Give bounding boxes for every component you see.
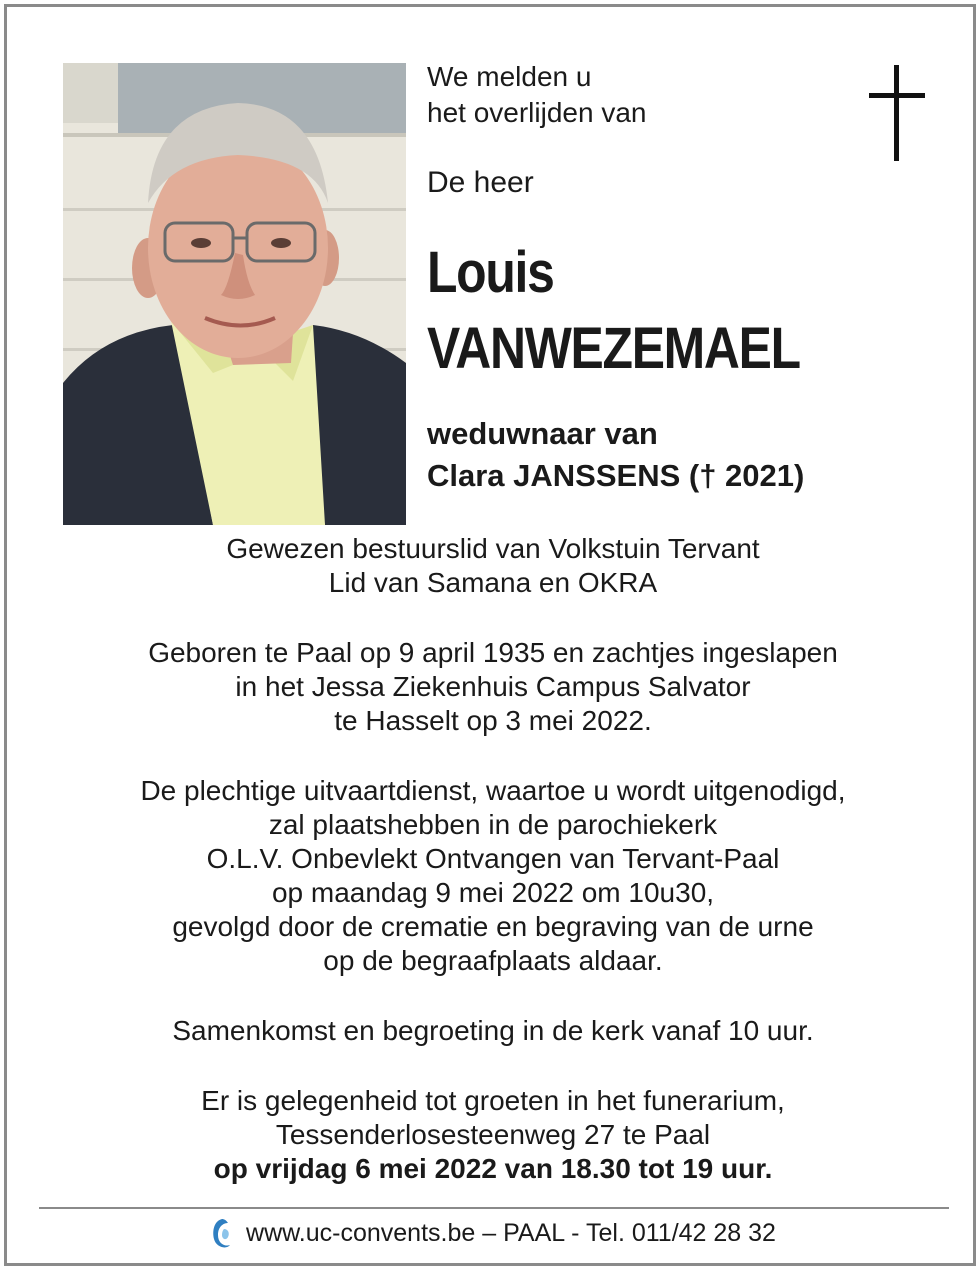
first-name: Louis: [427, 240, 554, 305]
paragraph-memberships: [7, 532, 979, 600]
text-line: gevolgd door de crematie en begraving van de urne: [172, 911, 814, 942]
last-name: VANWEZEMAEL: [427, 316, 800, 381]
funeral-home-contact: www.uc-convents.be – PAAL - Tel. 011/42 28 32: [246, 1219, 776, 1247]
text-line: Gewezen bestuurslid van Volkstuin Tervant: [226, 533, 760, 564]
obituary-body: [7, 532, 979, 1186]
widower-line: weduwnaar van: [427, 416, 658, 451]
text-line: Samenkomst en begroeting in de kerk vanaf 10 uur.: [172, 1015, 814, 1046]
paragraph-gathering: [7, 1014, 979, 1048]
text-line: op de begraafplaats aldaar.: [323, 945, 663, 976]
spouse-name: Clara JANSSENS († 2021): [427, 458, 805, 493]
text-line: Geboren te Paal op 9 april 1935 en zachtjes ingeslapen: [148, 637, 838, 668]
cross-icon: [869, 65, 925, 161]
text-line: O.L.V. Onbevlekt Ontvangen van Tervant-Paal: [206, 843, 780, 874]
text-line: Tessenderlosesteenweg 27 te Paal: [275, 1119, 711, 1150]
honorific: De heer: [427, 166, 534, 199]
paragraph-visitation: [7, 1084, 979, 1186]
footer-divider: [39, 1207, 949, 1209]
text-line: in het Jessa Ziekenhuis Campus Salvator: [235, 671, 751, 702]
obituary-card: [4, 4, 976, 1266]
paragraph-birth-death: [7, 636, 979, 738]
deceased-name: [427, 235, 800, 387]
intro-line: het overlijden van: [427, 97, 647, 128]
text-line: zal plaatshebben in de parochiekerk: [268, 809, 718, 840]
text-line: op maandag 9 mei 2022 om 10u30,: [271, 877, 715, 908]
text-line: De plechtige uitvaartdienst, waartoe u wordt uitgenodigd,: [140, 775, 846, 806]
footer: [7, 1215, 979, 1251]
intro-text: [427, 59, 646, 131]
uc-convents-logo-icon: [210, 1217, 234, 1251]
paragraph-funeral-service: [7, 774, 979, 978]
text-line: te Hasselt op 3 mei 2022.: [334, 705, 652, 736]
intro-line: We melden u: [427, 61, 592, 92]
text-line: Lid van Samana en OKRA: [328, 567, 658, 598]
widower-info: [427, 413, 804, 497]
portrait-photo: [63, 63, 406, 525]
text-line: Er is gelegenheid tot groeten in het funerarium,: [201, 1085, 785, 1116]
visitation-time: op vrijdag 6 mei 2022 van 18.30 tot 19 uur.: [213, 1153, 773, 1184]
